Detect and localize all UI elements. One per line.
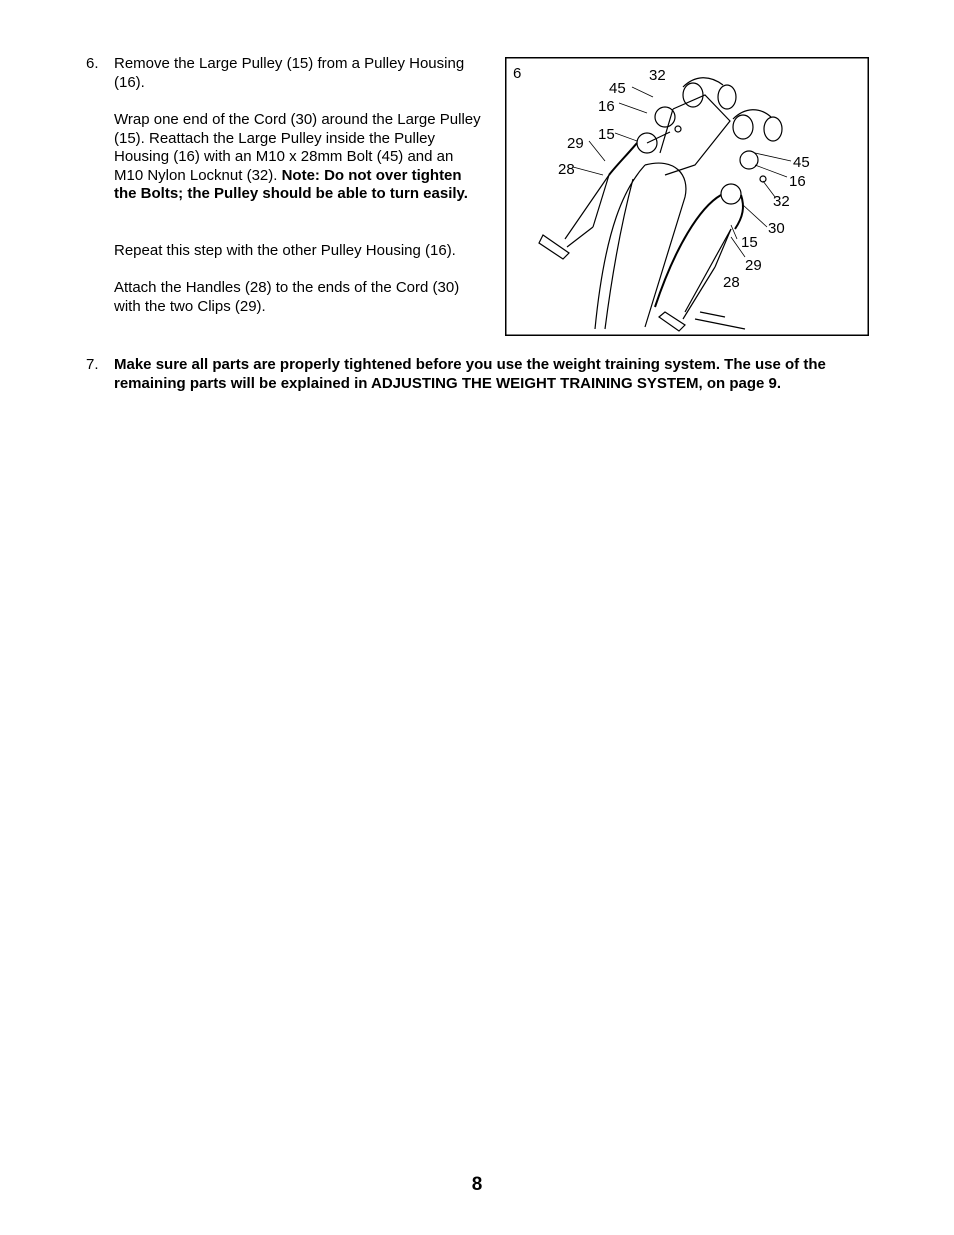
step-7-paragraph: Make sure all parts are properly tightened before you use the weight training system. The use of the remaining parts will be explained in ADJUSTING THE WEIGHT TRAINING SYSTEM, on page 9. <box>114 356 826 392</box>
step-6-number: 6. <box>86 55 99 72</box>
step-6-paragraph-4: Attach the Handles (28) to the ends of the Cord (30) with the two Clips (29). <box>114 279 460 315</box>
label-45-right: 45 <box>793 154 810 171</box>
label-28-left: 28 <box>558 161 575 178</box>
page-number: 8 <box>471 1174 483 1195</box>
step-6-note: Note: Do not over tighten the Bolts; the Pulley should be able to turn easily. <box>114 166 468 203</box>
label-29-right: 29 <box>745 257 762 274</box>
label-32-top: 32 <box>649 67 666 84</box>
step-7-number: 7. <box>86 356 99 373</box>
label-32-right: 32 <box>773 193 790 210</box>
step-6-paragraph-1: Remove the Large Pulley (15) from a Pulley Housing (16). <box>114 55 465 91</box>
label-29-left: 29 <box>567 135 584 152</box>
label-30: 30 <box>768 220 785 237</box>
step-6-paragraph-2 <box>114 111 486 204</box>
label-16-right: 16 <box>789 173 806 190</box>
label-15-right: 15 <box>741 234 758 251</box>
step-6-instruction-text: Wrap one end of the Cord (30) around the Large Pulley (15). Reattach the Large Pulley inside the Pulley Housing (16) with an M10 x 28mm Bolt (45) and an M10 Nylon Locknut (32). <box>114 111 481 184</box>
assembly-illustration <box>505 57 869 336</box>
step-6-paragraph-3: Repeat this step with the other Pulley Housing (16). <box>114 242 456 259</box>
assembly-figure-6 <box>505 57 869 336</box>
label-45-left: 45 <box>609 80 626 97</box>
figure-number: 6 <box>513 65 522 82</box>
label-15-left: 15 <box>598 126 615 143</box>
label-28-right: 28 <box>723 274 740 291</box>
label-16-left: 16 <box>598 98 615 115</box>
